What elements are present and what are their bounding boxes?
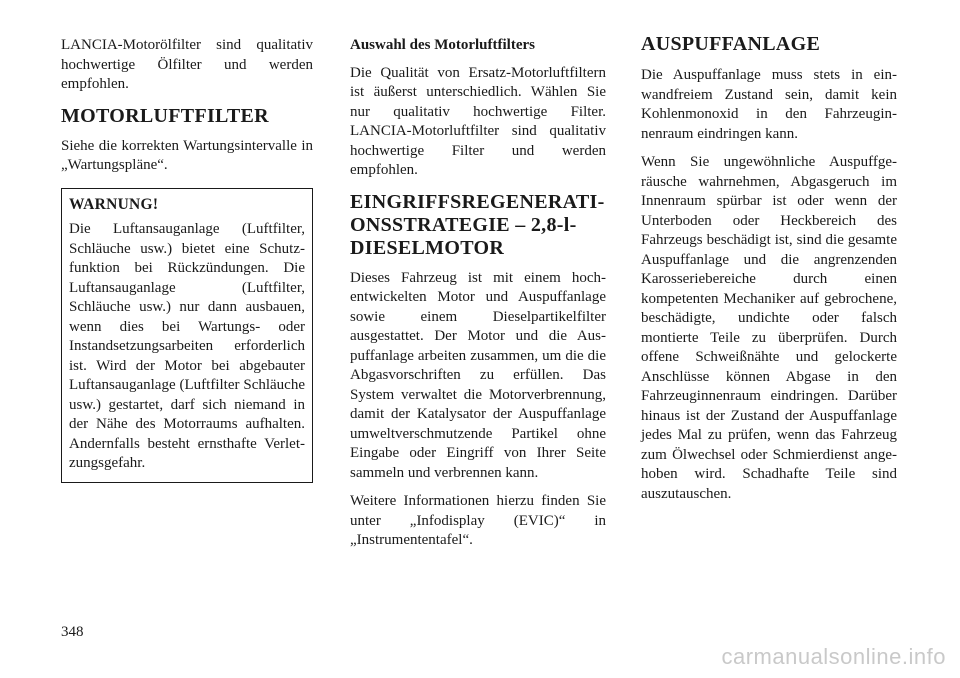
intro-paragraph: LANCIA-Motorölfilter sind qualitativ hochwertige Ölfilter und werden empfohlen. [61, 37, 313, 92]
subheading-air-filter-selection: Auswahl des Motorluftfilters [350, 37, 535, 53]
exhaust-paragraph-2: Wenn Sie ungewöhnliche Auspuffgeräusche wahrnehmen, Abgasgeruch im Innenraum spürbar ist oder wenn der Unterboden oder Heckbereich des Fahrzeugs beschädigt ist, sind die gesamte Auspuffanlage und die angrenzenden Karosseriebereiche durch einen kompetenten Mechaniker auf gebrochene, beschädigte, undichte oder falsch montierte Teile zu überprüfen. Durch offene Schweißnähte und gelockerte Anschlüsse können Abgase in den Fahrzeuginnenraum eindringen. Darüber hinaus ist der Zustand der Auspuffanlage jedes Mal zu prüfen, wenn das Fahrzeug zum Ölwechsel oder Schmierdienst angehoben wird. Schadhafte Teile sind auszutauschen. [641, 154, 897, 502]
watermark: carmanualsonline.info [721, 644, 946, 669]
heading-regeneration-strategy: EINGRIFFSREGENERATIONSSTRATEGIE – 2,8-l-DIESELMOTOR [350, 190, 605, 259]
column-right [641, 33, 897, 513]
heading-auspuffanlage: AUSPUFFANLAGE [641, 33, 821, 55]
page-number: 348 [61, 624, 84, 640]
warning-text: Die Luftansauganlage (Luftfilter, Schläuche usw.) bietet eine Schutzfunktion bei Rückzündungen. Die Luftansauganlage (Luftfilter, Schläuche usw.) nur dann ausbauen, wenn dies bei Wartungs- oder Instandsetzungsarbeiten erforderlich ist. Wird der Motor bei abgebauter Luftansauganlage (Luftfilter Schläuche usw.) gestartet, darf sich niemand in der Nähe des Motorraums aufhalten. Andernfalls besteht ernsthafte Verletzungsgefahr. [69, 221, 305, 471]
column-left [61, 36, 313, 483]
warning-box [61, 188, 313, 483]
column-middle [350, 36, 606, 560]
heading-motorluftfilter: MOTORLUFTFILTER [61, 104, 269, 127]
warning-title: WARNUNG! [69, 195, 159, 213]
regeneration-paragraph: Dieses Fahrzeug ist mit einem hochentwickelten Motor und Auspuffanlage sowie einem Dieselpartikelfilter ausgestattet. Der Motor und die Auspuffanlage arbeiten zusammen, um die die Abgasvorschriften zu erfüllen. Das System verwaltet die Motorverbrennung, damit der Katalysator der Auspuffanlage umweltverschmutzende Partikel ohne Eingabe oder Eingriff von Ihrer Seite sammeln und verbrennen kann. [350, 269, 606, 481]
maintenance-paragraph: Siehe die korrekten Wartungsintervalle in „Wartungspläne“. [61, 137, 313, 173]
exhaust-paragraph-1: Die Auspuffanlage muss stets in einwandfreiem Zustand sein, damit kein Kohlenmonoxid in den Fahrzeuginnenraum eindringen kann. [641, 67, 897, 142]
air-filter-paragraph: Die Qualität von Ersatz-Motorluftfiltern ist äußerst unterschiedlich. Wählen Sie nur qualitativ hochwertige Filter. LANCIA-Motorluftfilter sind qualitativ hochwertige Filter und werden empfohlen. [350, 64, 606, 178]
further-info-paragraph: Weitere Informationen hierzu finden Sie unter „Infodisplay (EVIC)“ in „Instrumententafel“. [350, 493, 606, 548]
